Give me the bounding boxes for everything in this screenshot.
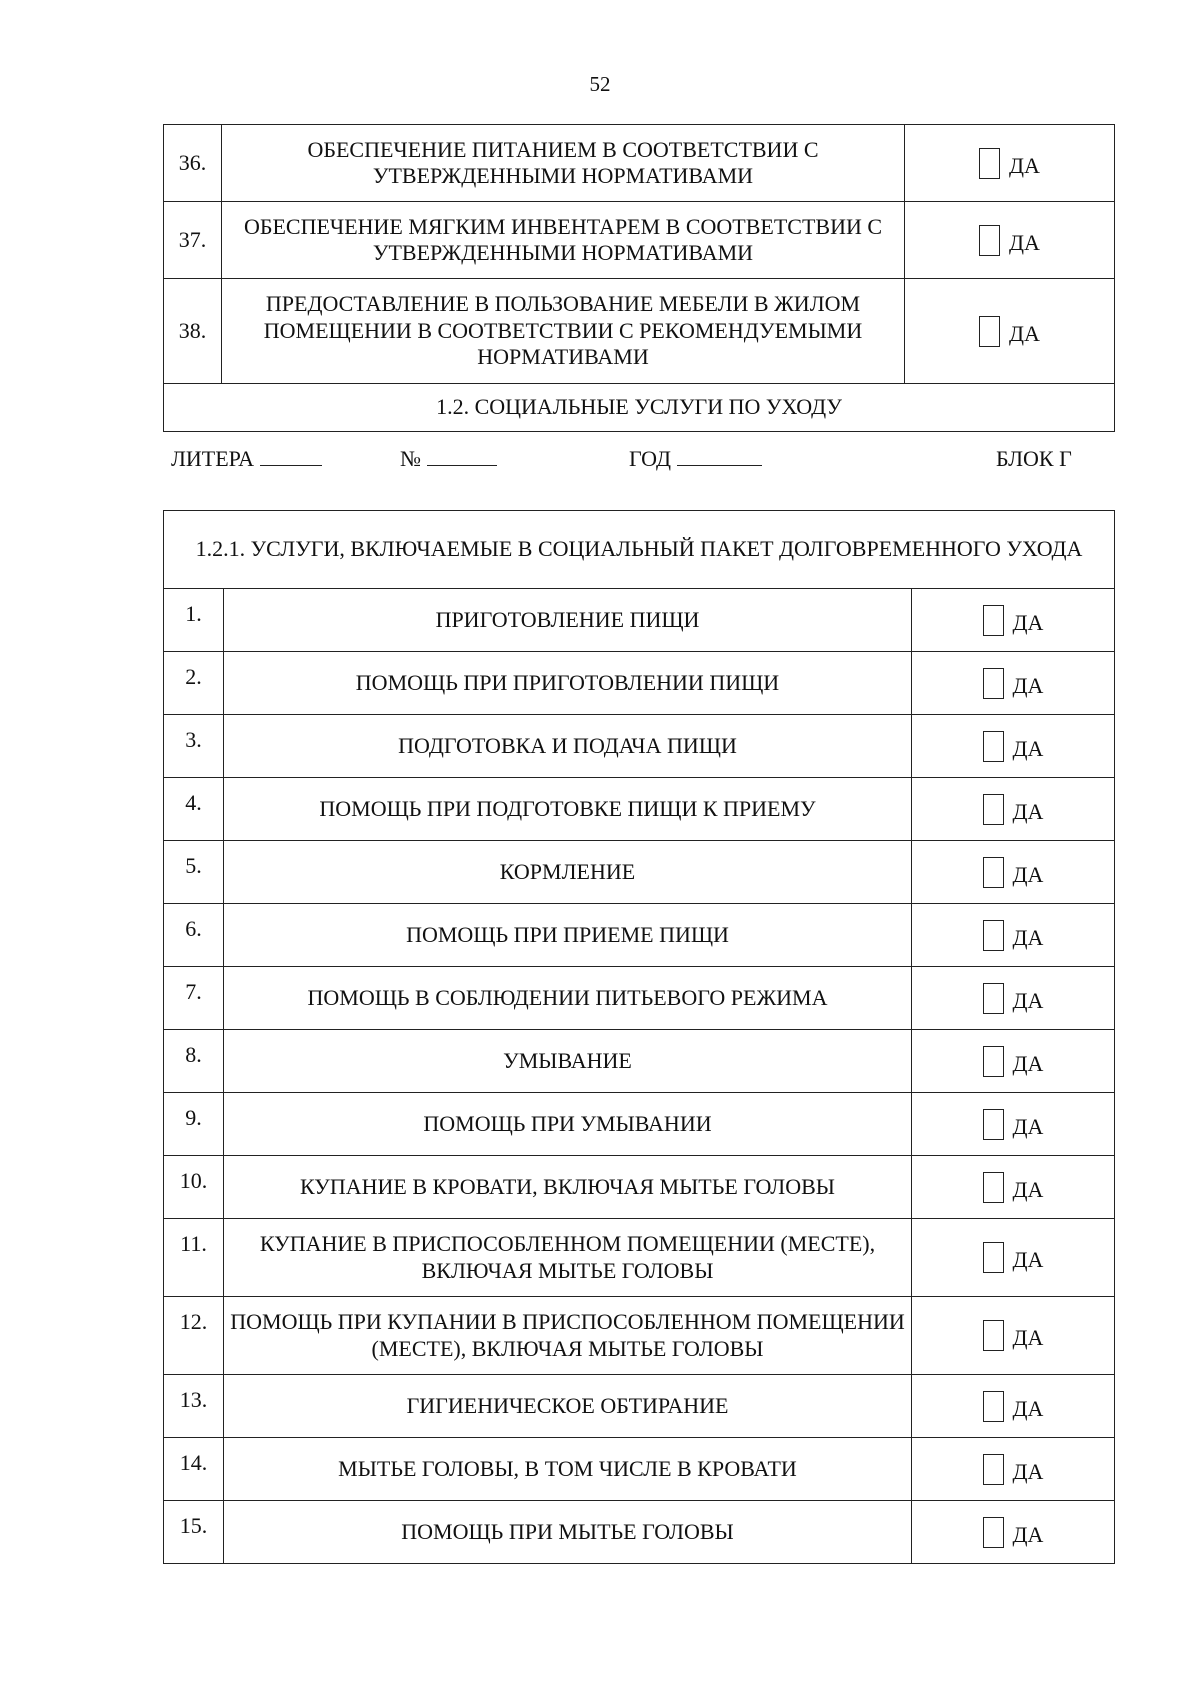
yes-option[interactable]	[912, 715, 1115, 778]
yes-option[interactable]	[912, 778, 1115, 841]
yes-option[interactable]	[912, 652, 1115, 715]
service-description: ПОМОЩЬ ПРИ МЫТЬЕ ГОЛОВЫ	[224, 1501, 912, 1564]
service-description: ПРЕДОСТАВЛЕНИЕ В ПОЛЬЗОВАНИЕ МЕБЕЛИ В ЖИЛОМ ПОМЕЩЕНИИ В СООТВЕТСТВИИ С РЕКОМЕНДУЕМЫМИ НОРМАТИВАМИ	[222, 279, 905, 384]
yes-label: ДА	[1012, 987, 1044, 1013]
checkbox[interactable]	[979, 225, 1000, 256]
service-description: ПРИГОТОВЛЕНИЕ ПИЩИ	[224, 589, 912, 652]
section-row	[164, 384, 1115, 432]
service-description: ПОМОЩЬ В СОБЛЮДЕНИИ ПИТЬЕВОГО РЕЖИМА	[224, 967, 912, 1030]
checkbox[interactable]	[983, 1517, 1004, 1548]
table-row	[164, 1156, 1115, 1219]
row-number: 10.	[164, 1156, 224, 1219]
table-row	[164, 125, 1115, 202]
checkbox[interactable]	[983, 605, 1004, 636]
yes-label: ДА	[1012, 924, 1044, 950]
service-description: ПОМОЩЬ ПРИ ПОДГОТОВКЕ ПИЩИ К ПРИЕМУ	[224, 778, 912, 841]
table-row	[164, 1297, 1115, 1375]
yes-option[interactable]	[912, 1093, 1115, 1156]
yes-label: ДА	[1012, 1325, 1044, 1351]
table-row	[164, 652, 1115, 715]
row-number: 37.	[164, 202, 222, 279]
service-description: КОРМЛЕНИЕ	[224, 841, 912, 904]
table-row	[164, 841, 1115, 904]
number-blank[interactable]	[427, 447, 497, 466]
row-number: 2.	[164, 652, 224, 715]
block-label: БЛОК Г	[996, 446, 1072, 471]
service-description: ОБЕСПЕЧЕНИЕ ПИТАНИЕМ В СООТВЕТСТВИИ С УТВЕРЖДЕННЫМИ НОРМАТИВАМИ	[222, 125, 905, 202]
number-label: №	[400, 446, 421, 471]
row-number: 12.	[164, 1297, 224, 1375]
yes-label: ДА	[1012, 1521, 1044, 1547]
top-services-table	[163, 124, 1115, 432]
checkbox[interactable]	[979, 316, 1000, 347]
table-row	[164, 778, 1115, 841]
yes-option[interactable]	[912, 1030, 1115, 1093]
yes-option[interactable]	[905, 202, 1115, 279]
service-description: ПОМОЩЬ ПРИ ПРИГОТОВЛЕНИИ ПИЩИ	[224, 652, 912, 715]
row-number: 36.	[164, 125, 222, 202]
row-number: 3.	[164, 715, 224, 778]
yes-label: ДА	[1009, 320, 1040, 346]
yes-label: ДА	[1012, 735, 1044, 761]
table-row	[164, 967, 1115, 1030]
year-blank[interactable]	[677, 447, 762, 466]
yes-label: ДА	[1012, 1113, 1044, 1139]
table-row	[164, 1093, 1115, 1156]
table-title-row	[164, 511, 1115, 589]
service-description: ОБЕСПЕЧЕНИЕ МЯГКИМ ИНВЕНТАРЕМ В СООТВЕТСТВИИ С УТВЕРЖДЕННЫМИ НОРМАТИВАМИ	[222, 202, 905, 279]
row-number: 9.	[164, 1093, 224, 1156]
checkbox[interactable]	[983, 857, 1004, 888]
row-number: 6.	[164, 904, 224, 967]
yes-option[interactable]	[912, 1297, 1115, 1375]
yes-option[interactable]	[912, 967, 1115, 1030]
checkbox[interactable]	[983, 920, 1004, 951]
yes-option[interactable]	[912, 841, 1115, 904]
checkbox[interactable]	[983, 1391, 1004, 1422]
litera-label: ЛИТЕРА	[171, 446, 254, 471]
service-description: ГИГИЕНИЧЕСКОЕ ОБТИРАНИЕ	[224, 1375, 912, 1438]
number-field[interactable]	[400, 446, 497, 472]
row-number: 7.	[164, 967, 224, 1030]
checkbox[interactable]	[983, 983, 1004, 1014]
yes-label: ДА	[1012, 1458, 1044, 1484]
checkbox[interactable]	[983, 1109, 1004, 1140]
yes-option[interactable]	[905, 279, 1115, 384]
yes-label: ДА	[1009, 152, 1040, 178]
table-row	[164, 1501, 1115, 1564]
checkbox[interactable]	[983, 1046, 1004, 1077]
table-row	[164, 589, 1115, 652]
checkbox[interactable]	[983, 1172, 1004, 1203]
checkbox[interactable]	[979, 148, 1000, 179]
service-description: ПОМОЩЬ ПРИ ПРИЕМЕ ПИЩИ	[224, 904, 912, 967]
table-row	[164, 715, 1115, 778]
service-description: МЫТЬЕ ГОЛОВЫ, В ТОМ ЧИСЛЕ В КРОВАТИ	[224, 1438, 912, 1501]
yes-option[interactable]	[912, 589, 1115, 652]
yes-option[interactable]	[905, 125, 1115, 202]
year-field[interactable]	[629, 446, 762, 472]
row-number: 13.	[164, 1375, 224, 1438]
service-description: УМЫВАНИЕ	[224, 1030, 912, 1093]
service-description: ПОДГОТОВКА И ПОДАЧА ПИЩИ	[224, 715, 912, 778]
checkbox[interactable]	[983, 794, 1004, 825]
row-number: 15.	[164, 1501, 224, 1564]
yes-option[interactable]	[912, 1375, 1115, 1438]
checkbox[interactable]	[983, 1242, 1004, 1273]
yes-label: ДА	[1012, 672, 1044, 698]
row-number: 4.	[164, 778, 224, 841]
yes-option[interactable]	[912, 1219, 1115, 1297]
service-description: КУПАНИЕ В КРОВАТИ, ВКЛЮЧАЯ МЫТЬЕ ГОЛОВЫ	[224, 1156, 912, 1219]
form-meta-line	[163, 446, 1114, 476]
yes-label: ДА	[1012, 861, 1044, 887]
table-row	[164, 1438, 1115, 1501]
row-number: 38.	[164, 279, 222, 384]
table-row	[164, 1375, 1115, 1438]
page-number: 52	[589, 72, 611, 96]
table-row	[164, 1219, 1115, 1297]
table-row	[164, 1030, 1115, 1093]
yes-label: ДА	[1012, 1247, 1044, 1273]
yes-option[interactable]	[912, 1156, 1115, 1219]
service-description: ПОМОЩЬ ПРИ КУПАНИИ В ПРИСПОСОБЛЕННОМ ПОМЕЩЕНИИ (МЕСТЕ), ВКЛЮЧАЯ МЫТЬЕ ГОЛОВЫ	[224, 1297, 912, 1375]
checkbox[interactable]	[983, 1454, 1004, 1485]
yes-option[interactable]	[912, 904, 1115, 967]
table-row	[164, 279, 1115, 384]
table-row	[164, 904, 1115, 967]
yes-label: ДА	[1009, 229, 1040, 255]
service-description: КУПАНИЕ В ПРИСПОСОБЛЕННОМ ПОМЕЩЕНИИ (МЕСТЕ), ВКЛЮЧАЯ МЫТЬЕ ГОЛОВЫ	[224, 1219, 912, 1297]
checkbox[interactable]	[983, 1320, 1004, 1351]
year-label: ГОД	[629, 446, 671, 471]
checkbox[interactable]	[983, 731, 1004, 762]
yes-option[interactable]	[912, 1501, 1115, 1564]
yes-label: ДА	[1012, 609, 1044, 635]
checkbox[interactable]	[983, 668, 1004, 699]
row-number: 11.	[164, 1219, 224, 1297]
section-title: 1.2. СОЦИАЛЬНЫЕ УСЛУГИ ПО УХОДУ	[164, 384, 1115, 432]
table-row	[164, 202, 1115, 279]
row-number: 5.	[164, 841, 224, 904]
yes-label: ДА	[1012, 1176, 1044, 1202]
services-table	[163, 510, 1115, 1564]
table-title: 1.2.1. УСЛУГИ, ВКЛЮЧАЕМЫЕ В СОЦИАЛЬНЫЙ ПАКЕТ ДОЛГОВРЕМЕННОГО УХОДА	[164, 511, 1115, 589]
yes-label: ДА	[1012, 1395, 1044, 1421]
row-number: 14.	[164, 1438, 224, 1501]
row-number: 8.	[164, 1030, 224, 1093]
litera-field[interactable]	[171, 446, 322, 472]
yes-option[interactable]	[912, 1438, 1115, 1501]
yes-label: ДА	[1012, 1050, 1044, 1076]
litera-blank[interactable]	[260, 447, 322, 466]
row-number: 1.	[164, 589, 224, 652]
service-description: ПОМОЩЬ ПРИ УМЫВАНИИ	[224, 1093, 912, 1156]
yes-label: ДА	[1012, 798, 1044, 824]
